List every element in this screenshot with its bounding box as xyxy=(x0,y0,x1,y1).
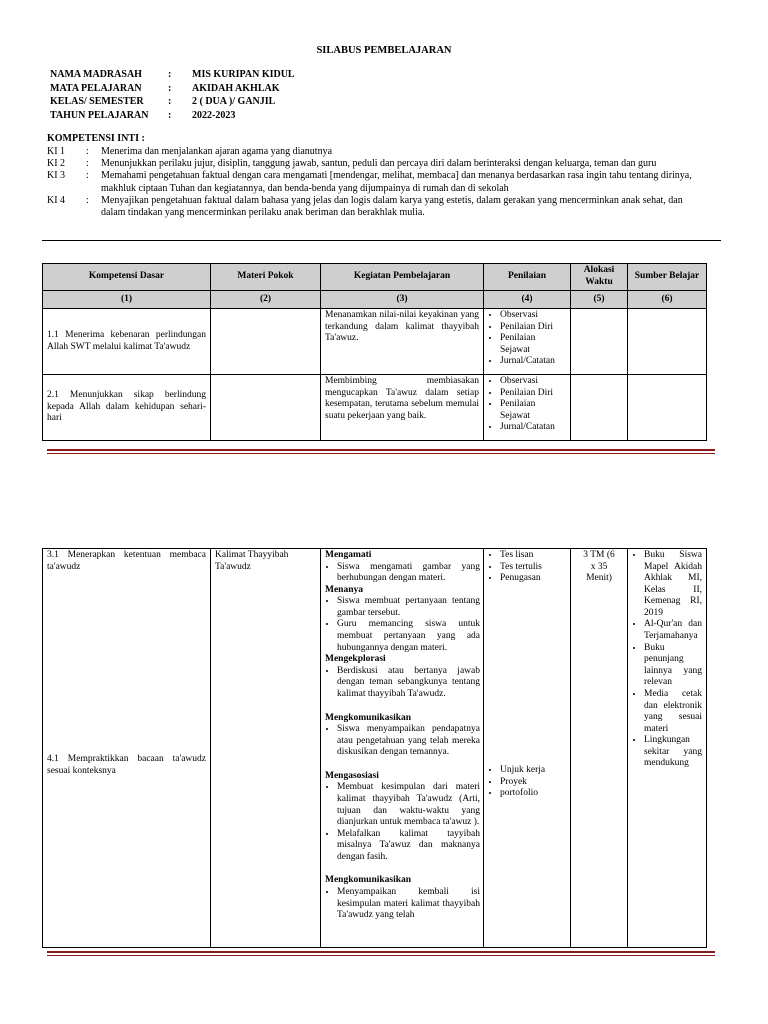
alokasi-cell: 3 TM (6 x 35 Menit) xyxy=(571,549,628,948)
page-break-line xyxy=(47,449,715,454)
header-kompetensi-dasar: Kompetensi Dasar xyxy=(43,264,211,291)
kegiatan-cell: Mengamati • Siswa mengamati gambar yang berhubungan dengan materi. Menanya • Siswa membuat pertanyaan tentang gambar tersebut. • Guru memancing siswa untuk membuat pertanyaan yang ada hubungannya dengan materi. Mengekplorasi • Berdiskusi atau bertanya jawab dengan teman sebangkunya tentang kalimat thayyibah Ta'awudz. Mengkomunikasikan • Siswa menyampaikan pendapatnya atau pengetahuan yang telah mereka diskusikan dengan temannya. Mengasosiasi • Membuat kesimpulan dari materi kalimat thayyibah Ta'awudz (Arti, tujuan dan waktu-waktu yang dianjurkan untuk membaca ta'awuz ). • Melafalkan kalimat tayyibah misalnya Ta'awuz dan maknanya dengan fasih. Mengkomunikasikan • Menyampaikan kembali isi kesimpulan materi kalimat thayyibah Ta'awudz yang telah xyxy=(321,549,484,948)
page-break-line xyxy=(47,951,715,956)
col-number: (3) xyxy=(321,291,484,309)
identity-row: TAHUN PELAJARAN : 2022-2023 xyxy=(50,109,236,121)
syllabus-table-1 xyxy=(42,263,707,441)
alokasi-cell xyxy=(571,309,628,375)
table-row xyxy=(43,375,707,441)
kegiatan-cell: Membimbing membiasakan mengucapkan Ta'awuz dalam setiap kesempatan, terutama sebelum memulai suatu pekerjaan yang baik. xyxy=(321,375,484,441)
alokasi-cell xyxy=(571,375,628,441)
page-title: SILABUS PEMBELAJARAN xyxy=(316,45,452,56)
divider xyxy=(42,240,721,241)
header-kegiatan: Kegiatan Pembelajaran xyxy=(321,264,484,291)
col-number: (6) xyxy=(628,291,707,309)
header-sumber-belajar: Sumber Belajar xyxy=(628,264,707,291)
materi-cell: Kalimat Thayyibah Ta'awudz xyxy=(211,549,321,948)
penilaian-cell: • Observasi • Penilaian Diri • Penilaian Sejawat • Jurnal/Catatan xyxy=(484,375,571,441)
materi-cell xyxy=(211,309,321,375)
kd-cell: 1.1 Menerima kebenaran perlindungan Allah SWT melalui kalimat Ta'awudz xyxy=(43,309,211,375)
ki-item: KI 2 : Menunjukkan perilaku jujur, disiplin, tanggung jawab, santun, peduli dan percaya diri dalam berinteraksi dengan keluarga, teman dan guru xyxy=(47,158,657,170)
sumber-cell xyxy=(628,375,707,441)
header-alokasi-waktu: Alokasi Waktu xyxy=(571,264,628,291)
header-materi-pokok: Materi Pokok xyxy=(211,264,321,291)
kegiatan-cell: Menanamkan nilai-nilai keyakinan yang terkandung dalam kalimat thayyibah Ta'awuz. xyxy=(321,309,484,375)
col-number: (5) xyxy=(571,291,628,309)
table-row xyxy=(43,309,707,375)
header-penilaian: Penilaian xyxy=(484,264,571,291)
materi-cell xyxy=(211,375,321,441)
identity-row: NAMA MADRASAH : MIS KURIPAN KIDUL xyxy=(50,69,295,80)
identity-row: KELAS/ SEMESTER : 2 ( DUA )/ GANJIL xyxy=(50,96,276,107)
ki-item: KI 1 : Menerima dan menjalankan ajaran agama yang dianutnya xyxy=(47,146,333,157)
identity-row: MATA PELAJARAN : AKIDAH AKHLAK xyxy=(50,82,280,94)
ki-list xyxy=(47,146,697,219)
table-row xyxy=(43,549,707,948)
kd-cell: 2.1 Menunjukkan sikap berlindung kepada Allah dalam kehidupan sehari-hari xyxy=(43,375,211,441)
ki-item: KI 4 : Menyajikan pengetahuan faktual dalam bahasa yang jelas dan logis dalam karya yang estetis, dalam gerakan yang mencerminkan anak sehat, dan dalam tindakan yang mencerminkan perilaku anak beriman dan berakhlak mulia. xyxy=(47,194,683,218)
kd-4-1: 4.1 Mempraktikkan bacaan ta'awudz sesuai konteksnya xyxy=(47,754,206,776)
sumber-cell: • Buku Siswa Mapel Akidah Akhlak MI, Kelas II, Kemenag RI, 2019 • Al-Qur'an dan Terjamahanya • Buku penunjang lainnya yang relevan • Media cetak dan elektronik yang sesuai materi • Lingkungan sekitar yang mendukung xyxy=(628,549,707,948)
penilaian-cell: • Observasi • Penilaian Diri • Penilaian Sejawat • Jurnal/Catatan xyxy=(484,309,571,375)
col-number: (2) xyxy=(211,291,321,309)
sumber-cell xyxy=(628,309,707,375)
identity-block xyxy=(50,69,295,123)
syllabus-table-2 xyxy=(42,548,707,948)
col-number: (4) xyxy=(484,291,571,309)
col-number: (1) xyxy=(43,291,211,309)
kd-cell xyxy=(43,549,211,948)
ki-heading: KOMPETENSI INTI : xyxy=(47,133,145,144)
ki-item: KI 3 : Memahami pengetahuan faktual dengan cara mengamati [mendengar, melihat, membaca] dan menanya berdasarkan rasa ingin tahu tentang dirinya, makhluk ciptaan Tuhan dan kegiatannya, dan benda-benda yang dijumpainya di rumah dan di sekolah xyxy=(47,170,692,194)
penilaian-cell: • Tes lisan • Tes tertulis • Penugasan • Unjuk kerja • Proyek • portofolio xyxy=(484,549,571,948)
kd-3-1: 3.1 Menerapkan ketentuan membaca ta'awudz xyxy=(47,550,206,572)
